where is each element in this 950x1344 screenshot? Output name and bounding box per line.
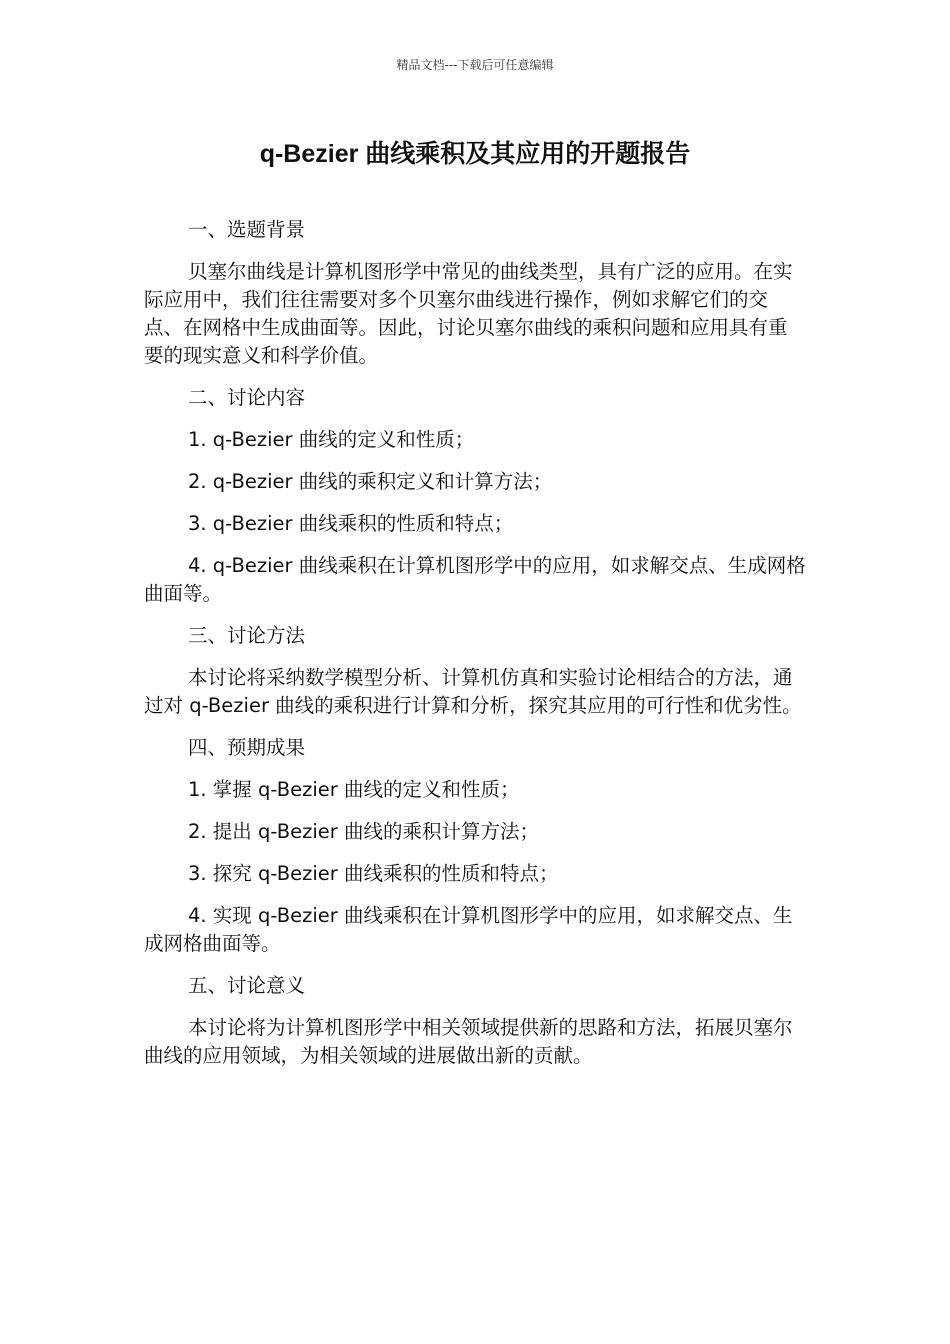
section-heading-background: 一、选题背景 [188,218,306,241]
document-body [144,216,806,1084]
content-item-2: 2. q-Bezier 曲线的乘积定义和计算方法； [188,470,553,493]
result-item-1: 1. 掌握 q-Bezier 曲线的定义和性质； [188,778,520,801]
content-item-4: 4. q-Bezier 曲线乘积在计算机图形学中的应用，如求解交点、生成网格曲面等。 [144,554,806,605]
section-heading-content: 二、讨论内容 [188,386,306,409]
section-heading-significance: 五、讨论意义 [188,974,306,997]
page-header-note: 精品文档---下载后可任意编辑 [396,58,554,72]
content-item-3: 3. q-Bezier 曲线乘积的性质和特点； [188,512,514,535]
result-item-2: 2. 提出 q-Bezier 曲线的乘积计算方法； [188,820,539,843]
paragraph-background: 贝塞尔曲线是计算机图形学中常见的曲线类型，具有广泛的应用。在实际应用中，我们往往需要对多个贝塞尔曲线进行操作，例如求解它们的交点、在网格中生成曲面等。因此，讨论贝塞尔曲线的乘积问题和应用具有重要的现实意义和科学价值。 [144,260,793,367]
document-title: q-Bezier 曲线乘积及其应用的开题报告 [259,140,691,168]
section-heading-method: 三、讨论方法 [188,624,306,647]
section-heading-results: 四、预期成果 [188,736,306,759]
result-item-4: 4. 实现 q-Bezier 曲线乘积在计算机图形学中的应用，如求解交点、生成网格曲面等。 [144,904,793,955]
paragraph-method: 本讨论将采纳数学模型分析、计算机仿真和实验讨论相结合的方法，通过对 q-Bezier 曲线的乘积进行计算和分析，探究其应用的可行性和优劣性。 [144,666,802,717]
paragraph-significance: 本讨论将为计算机图形学中相关领域提供新的思路和方法，拓展贝塞尔曲线的应用领域，为相关领域的进展做出新的贡献。 [144,1016,793,1067]
content-item-1: 1. q-Bezier 曲线的定义和性质； [188,428,475,451]
result-item-3: 3. 探究 q-Bezier 曲线乘积的性质和特点； [188,862,559,885]
